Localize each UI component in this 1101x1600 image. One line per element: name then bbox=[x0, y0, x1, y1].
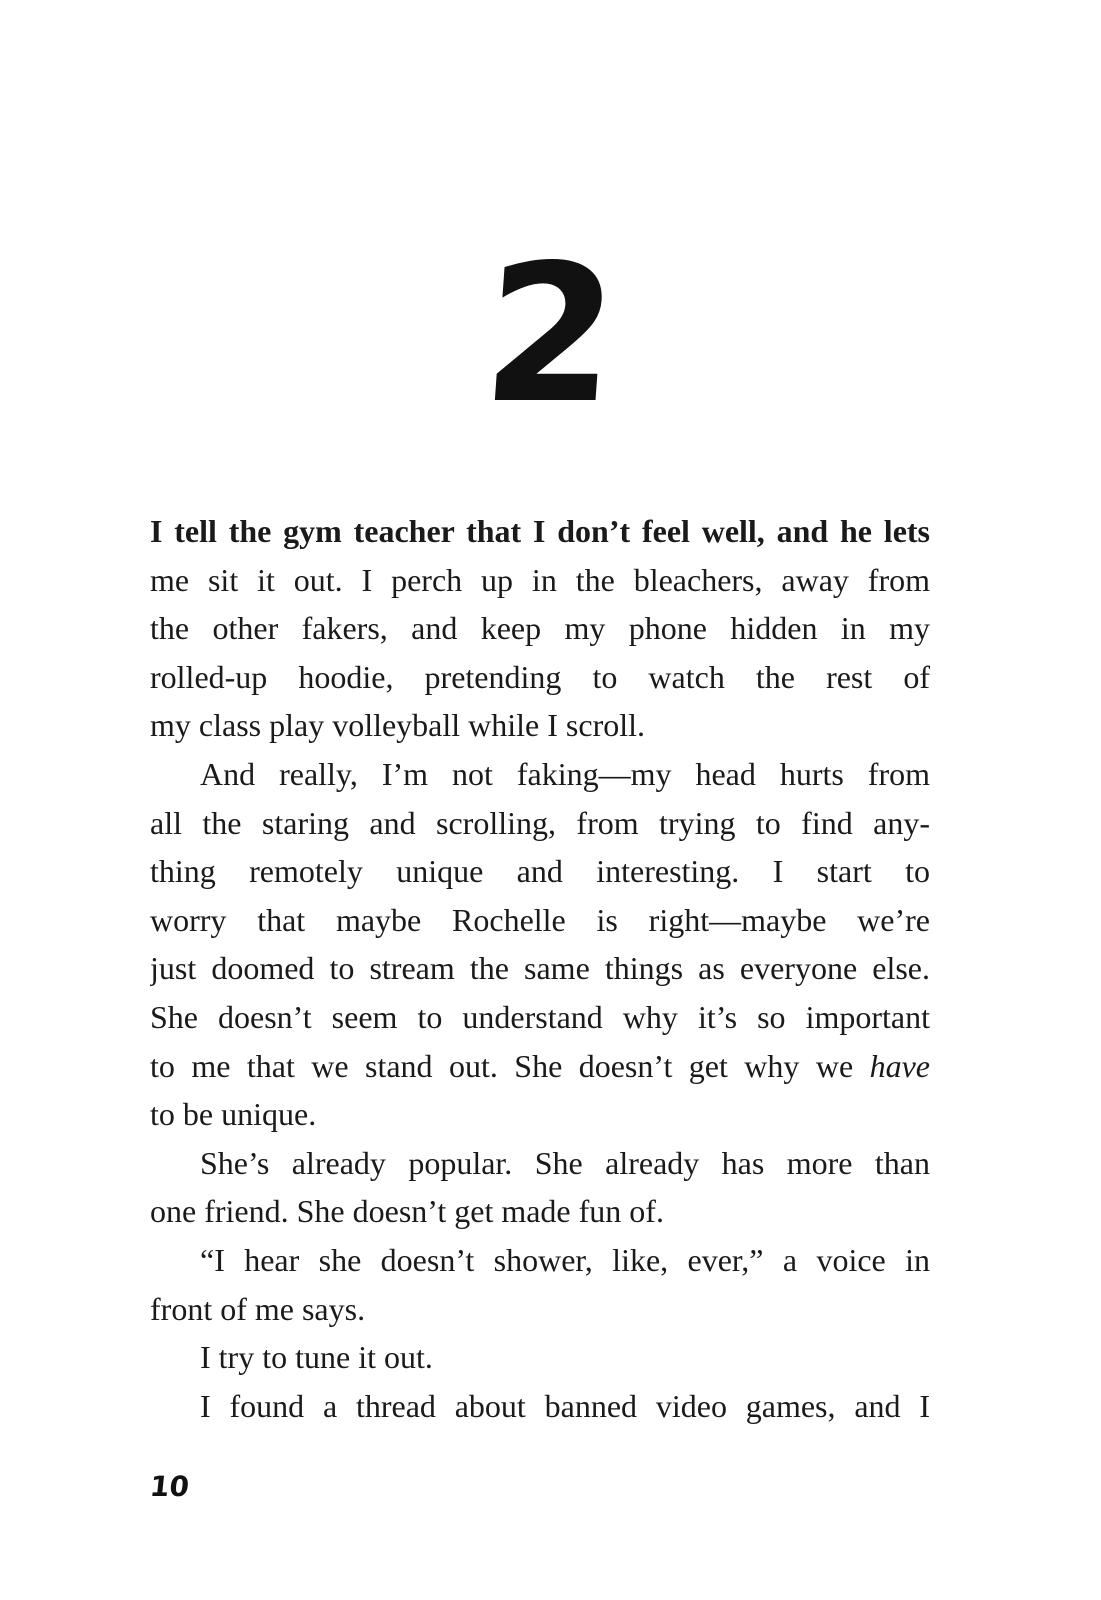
chapter-number: 2 bbox=[476, 224, 625, 445]
text-line: front of me says. bbox=[150, 1290, 366, 1327]
text-line bbox=[150, 1042, 930, 1091]
text-line: She’s already popular. She already has more than bbox=[200, 1144, 930, 1181]
text-line: thing remotely unique and interesting. I start to bbox=[150, 853, 930, 890]
text-line: the other fakers, and keep my phone hidden in my bbox=[150, 610, 930, 647]
text-line: I found a thread about banned video games, and I bbox=[200, 1387, 930, 1424]
text-line: I try to tune it out. bbox=[200, 1339, 433, 1376]
text-line: “I hear she doesn’t shower, like, ever,” a voice in bbox=[200, 1241, 930, 1278]
text-line: all the staring and scrolling, from trying to find any- bbox=[150, 804, 930, 841]
chapter-body-text bbox=[150, 507, 930, 1430]
text-line: rolled-up hoodie, pretending to watch the rest of bbox=[150, 658, 930, 695]
text-line: just doomed to stream the same things as everyone else. bbox=[150, 950, 930, 987]
text-segment: to me that we stand out. She doesn’t get why we bbox=[150, 1047, 870, 1084]
text-line: She doesn’t seem to understand why it’s so important bbox=[150, 998, 930, 1035]
text-line: And really, I’m not faking—my head hurts from bbox=[200, 755, 930, 792]
text-line: one friend. She doesn’t get made fun of. bbox=[150, 1193, 664, 1230]
text-line: me sit it out. I perch up in the bleachers, away from bbox=[150, 561, 930, 598]
text-line: to be unique. bbox=[150, 1096, 317, 1133]
emphasized-word: have bbox=[869, 1047, 930, 1084]
text-line: my class play volleyball while I scroll. bbox=[150, 707, 645, 744]
text-line: worry that maybe Rochelle is right—maybe we’re bbox=[150, 901, 930, 938]
text-line: I tell the gym teacher that I don’t feel well, and he lets bbox=[150, 513, 930, 549]
page-number: 10 bbox=[148, 1470, 191, 1503]
